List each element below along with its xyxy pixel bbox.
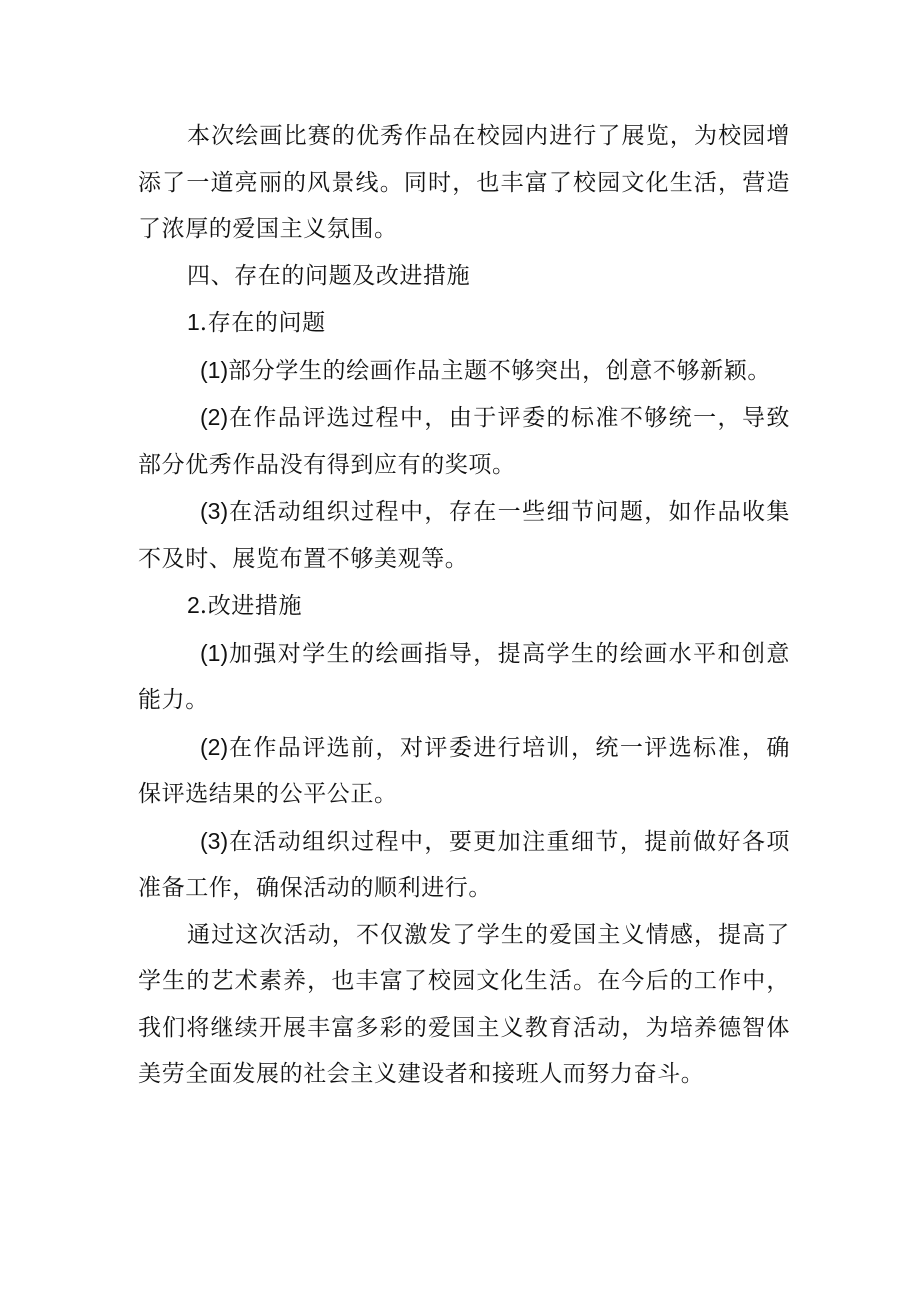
item-number: (2) xyxy=(200,404,229,430)
paragraph-text: 通过这次活动，不仅激发了学生的爱国主义情感，提高了学生的艺术素养，也丰富了校园文化生活。在今后的工作中，我们将继续开展丰富多彩的爱国主义教育活动，为培养德智体美劳全面发展的社会主义建设者和接班人而努力奋斗。 xyxy=(138,921,790,1087)
paragraph-conclusion xyxy=(138,912,790,1098)
item-number: (3) xyxy=(200,498,229,524)
item-number: (1) xyxy=(200,356,229,383)
item-text: 加强对学生的绘画指导，提高学生的绘画水平和创意能力。 xyxy=(138,640,790,713)
section-heading-problems xyxy=(138,253,790,300)
item-text: 在作品评选过程中，由于评委的标准不够统一，导致部分优秀作品没有得到应有的奖项。 xyxy=(138,405,790,478)
item-number: (1) xyxy=(200,639,229,666)
item-text: 在活动组织过程中，要更加注重细节，提前做好各项准备工作，确保活动的顺利进行。 xyxy=(138,828,790,901)
item-text: 部分学生的绘画作品主题不够突出，创意不够新颖。 xyxy=(228,357,771,384)
list-item-problem-2 xyxy=(138,394,790,488)
list-item-improvement-2 xyxy=(138,724,790,818)
item-number: (3) xyxy=(200,827,229,854)
subheading-text: .存在的问题 xyxy=(199,310,326,336)
subheading-text: .改进措施 xyxy=(199,593,303,619)
list-item-problem-3 xyxy=(138,488,790,582)
item-text: 在作品评选前，对评委进行培训，统一评选标准，确保评选结果的公平公正。 xyxy=(138,734,790,807)
list-item-improvement-1 xyxy=(138,630,790,724)
item-number: (2) xyxy=(200,733,229,760)
list-item-problem-1 xyxy=(138,347,790,395)
paragraph-exhibition xyxy=(138,113,790,253)
subheading-existing-problems xyxy=(138,299,790,347)
item-text: 在活动组织过程中，存在一些细节问题，如作品收集不及时、展览布置不够美观等。 xyxy=(138,499,790,572)
list-item-improvement-3 xyxy=(138,818,790,912)
subheading-improvements xyxy=(138,582,790,630)
subheading-number: 1 xyxy=(187,309,200,335)
document-page xyxy=(138,113,790,1098)
subheading-number: 2 xyxy=(187,592,200,618)
paragraph-text: 本次绘画比赛的优秀作品在校园内进行了展览，为校园增添了一道亮丽的风景线。同时，也丰富了校园文化生活，营造了浓厚的爱国主义氛围。 xyxy=(138,123,790,242)
heading-text: 四、存在的问题及改进措施 xyxy=(187,262,471,289)
